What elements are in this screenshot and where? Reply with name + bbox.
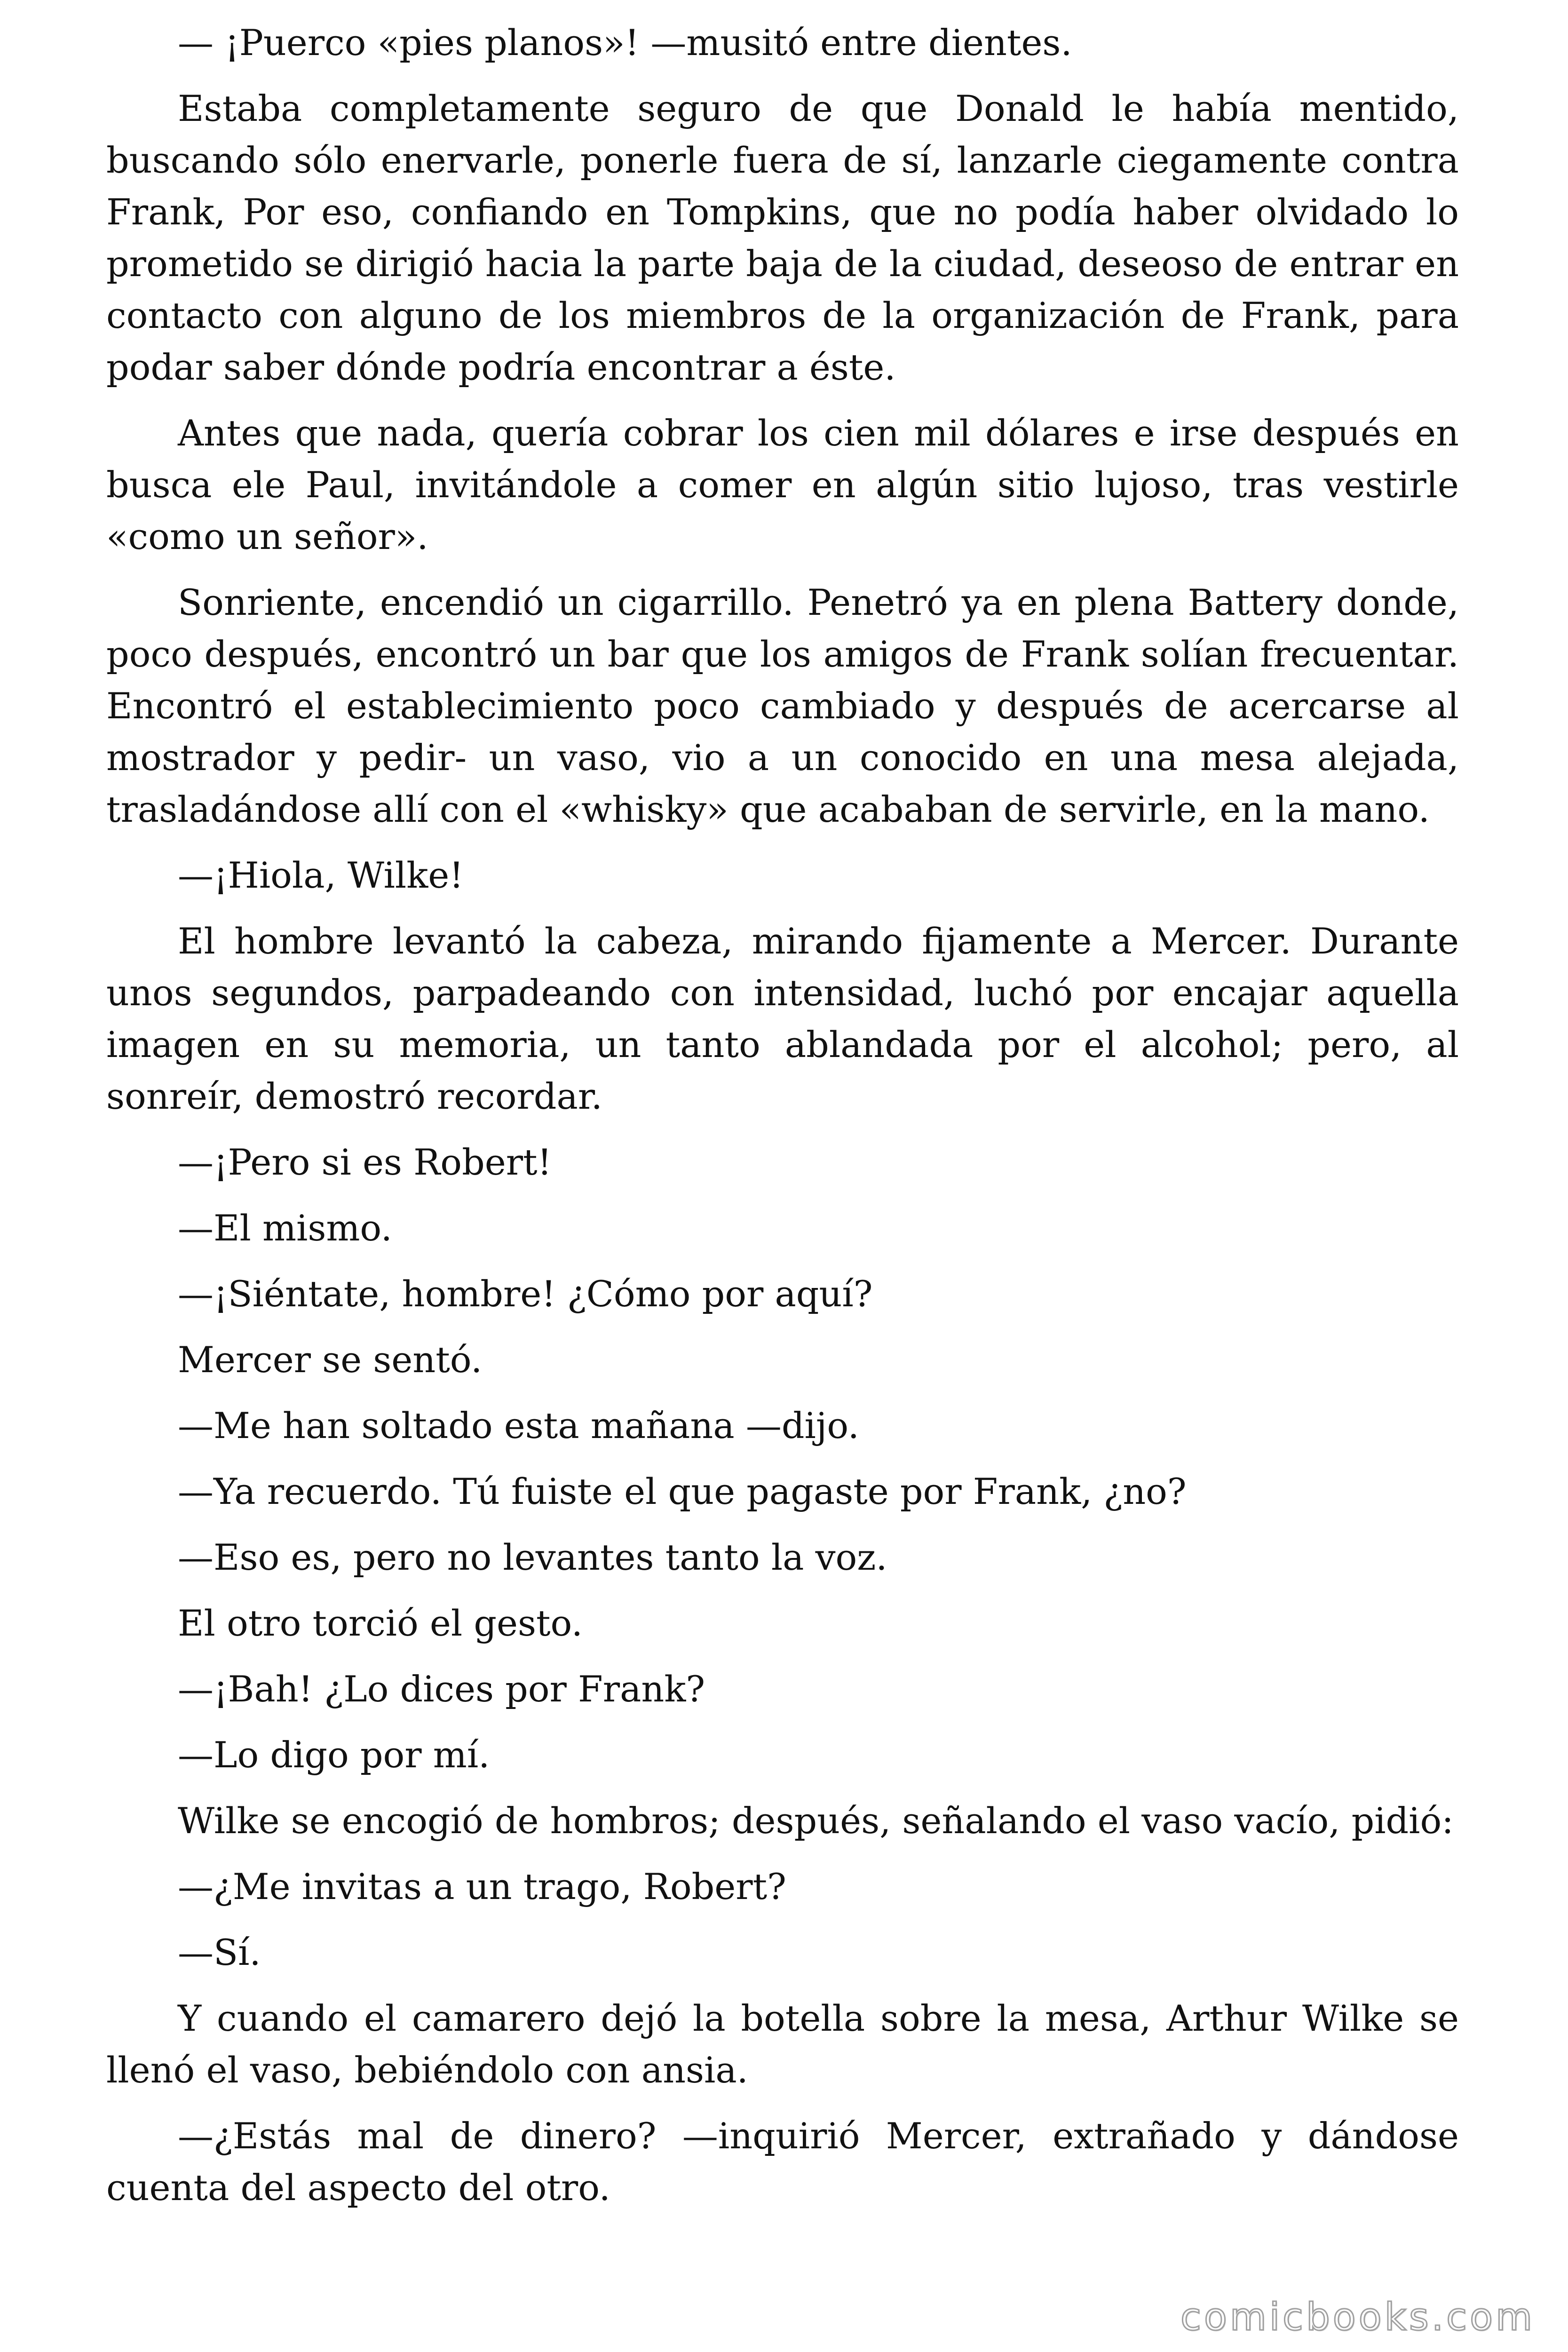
paragraph-6: El hombre levantó la cabeza, mirando fijamente a Mercer. Durante unos segundos, parpadeando con intensidad, luchó por encajar aquella imagen en su memoria, un tanto ablandada por el alcohol; pero, al sonreír, demostró recordar. [106, 920, 1459, 1117]
paragraph-19: —Sí. [178, 1931, 261, 1973]
paragraph-9: —¡Siéntate, hombre! ¿Cómo por aquí? [178, 1273, 873, 1315]
paragraph-8: —El mismo. [178, 1207, 392, 1249]
paragraph-14: El otro torció el gesto. [178, 1602, 583, 1644]
paragraph-17: Wilke se encogió de hombros; después, señalando el vaso vacío, pidió: [178, 1800, 1454, 1842]
paragraph-12: —Ya recuerdo. Tú fuiste el que pagaste por Frank, ¿no? [178, 1470, 1187, 1512]
paragraph-4: Sonriente, encendió un cigarrillo. Penetró ya en plena Battery donde, poco después, encontró un bar que los amigos de Frank solían frecuentar. Encontró el establecimiento poco cambiado y después de acercarse al mostrador y pedir- un vaso, vio a un conocido en una mesa alejada, trasladándose allí con el «whisky» que acababan de servirle, en la mano. [106, 581, 1459, 830]
paragraph-20: Y cuando el camarero dejó la botella sobre la mesa, Arthur Wilke se llenó el vaso, bebiéndolo con ansia. [106, 1997, 1459, 2091]
paragraph-21: —¿Estás mal de dinero? —inquirió Mercer, extrañado y dándose cuenta del aspecto del otro. [106, 2115, 1459, 2209]
paragraph-2: Estaba completamente seguro de que Donald le había mentido, buscando sólo enervarle, ponerle fuera de sí, lanzarle ciegamente contra Frank, Por eso, confiando en Tompkins, que no podía haber olvidado lo prometido se dirigió hacia la parte baja de la ciudad, deseoso de entrar en contacto con alguno de los miembros de la organización de Frank, para podar saber dónde podría encontrar a éste. [106, 87, 1459, 388]
paragraph-1: — ¡Puerco «pies planos»! —musitó entre dientes. [178, 22, 1072, 64]
paragraph-3: Antes que nada, quería cobrar los cien mil dólares e irse después en busca ele Paul, invitándole a comer en algún sitio lujoso, tras vestirle «como un señor». [106, 412, 1459, 557]
paragraph-5: —¡Hiola, Wilke! [178, 854, 464, 896]
paragraph-11: —Me han soltado esta mañana —dijo. [178, 1405, 859, 1446]
paragraph-18: —¿Me invitas a un trago, Robert? [178, 1866, 786, 1907]
paragraph-7: —¡Pero si es Robert! [178, 1141, 552, 1183]
paragraph-13: —Eso es, pero no levantes tanto la voz. [178, 1536, 887, 1578]
watermark: comicbooks.com [1180, 2295, 1535, 2339]
paragraph-16: —Lo digo por mí. [178, 1734, 490, 1776]
paragraph-10: Mercer se sentó. [178, 1339, 483, 1381]
paragraph-15: —¡Bah! ¿Lo dices por Frank? [178, 1668, 705, 1710]
